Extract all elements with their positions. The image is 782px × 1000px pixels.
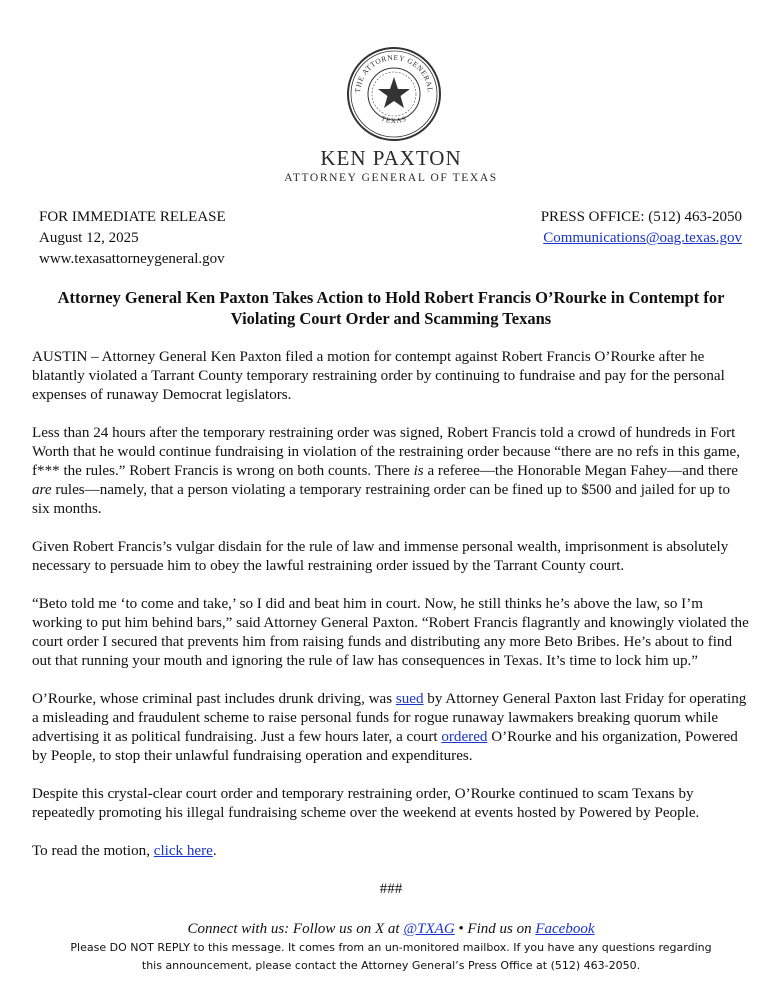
end-marker: ###	[379, 881, 403, 897]
press-email-link[interactable]: Communications@oag.texas.gov	[543, 230, 742, 246]
no-reply-notice: Please DO NOT REPLY to this message. It comes from an un-monitored mailbox. If you have any questions regarding this announcement, please contact the Attorney General’s Press Office at (512) 463-2050.	[70, 941, 712, 972]
press-office	[541, 207, 742, 249]
x-handle-link[interactable]: @TXAG	[403, 921, 455, 937]
website-link[interactable]: www.texasattorneygeneral.gov	[39, 251, 225, 267]
facebook-link[interactable]: Facebook	[535, 921, 595, 937]
social-connect: Connect with us: Follow us on X at @TXAG • Find us on Facebook	[187, 921, 595, 937]
click-here-link[interactable]: click here	[153, 843, 213, 859]
headline: Attorney General Ken Paxton Takes Action to Hold Robert Francis O’Rourke in Contempt for Violating Court Order and Scamming Texans	[57, 288, 725, 328]
release-meta	[39, 207, 226, 270]
release-label: FOR IMMEDIATE RELEASE	[39, 209, 226, 225]
paragraph-1: AUSTIN – Attorney General Ken Paxton filed a motion for contempt against Robert Francis O’Rourke after he blatantly violated a Tarrant County temporary restraining order by continuing to fundraise and pay for the personal expenses of runaway Democrat legislators.	[32, 349, 725, 403]
paragraph-3: Given Robert Francis’s vulgar disdain for the rule of law and immense personal wealth, imprisonment is absolutely necessary to persuade him to obey the lawful restraining order issued by the Tarrant County court.	[32, 539, 729, 574]
seal-text-top: THE ATTORNEY GENERAL	[352, 52, 436, 94]
sued-link[interactable]: sued	[395, 691, 424, 707]
seal-text-bottom: TEXAS	[379, 114, 409, 126]
brand-name: KEN PAXTON	[320, 146, 462, 170]
paragraph-7: To read the motion, click here.	[32, 843, 217, 859]
paragraph-6: Despite this crystal-clear court order and temporary restraining order, O’Rourke continued to scam Texans by repeatedly promoting his illegal fundraising scheme over the weekend at events hosted by Powered by People.	[32, 786, 700, 821]
paragraph-4-quote: “Beto told me ‘to come and take,’ so I did and beat him in court. Now, he still thinks he’s above the law, so I’m working to put him behind bars,” said Attorney General Paxton. “Robert Francis flagrantly and knowingly violated the court order I secured that prevents him from raising funds and distributing any more Beto Bribes. He’s about to find out that running your mouth and ignoring the rule of law has consequences in Texas. It’s time to lock him up.”	[32, 596, 749, 669]
press-office-phone: PRESS OFFICE: (512) 463-2050	[540, 209, 742, 225]
article-body	[32, 348, 750, 918]
svg-text:TEXAS	[380, 114, 408, 125]
paragraph-5: O’Rourke, whose criminal past includes drunk driving, was sued by Attorney General Paxton last Friday for operating a misleading and fraudulent scheme to raise personal funds for rogue runaway lawmakers breaking quorum while advertising it as political fundraising. Just a few hours later, a court ordered O’Rourke and his organization, Powered by People, to stop their unlawful fundraising operation and expenditures.	[32, 691, 747, 764]
release-date: August 12, 2025	[39, 230, 139, 246]
ordered-link[interactable]: ordered	[441, 729, 488, 745]
attorney-general-seal	[346, 46, 442, 142]
brand-subtitle: ATTORNEY GENERAL OF TEXAS	[284, 172, 498, 184]
paragraph-2: Less than 24 hours after the temporary restraining order was signed, Robert Francis told a crowd of hundreds in Fort Worth that he would continue fundraising in violation of the restraining order because “there are no refs in this game, f*** the rules.” Robert Francis is wrong on both counts. There is a referee—the Honorable Megan Fahey—and there are rules—namely, that a person violating a temporary restraining order can be fined up to $500 and jailed for up to six months.	[32, 425, 740, 517]
star-icon	[378, 77, 410, 108]
